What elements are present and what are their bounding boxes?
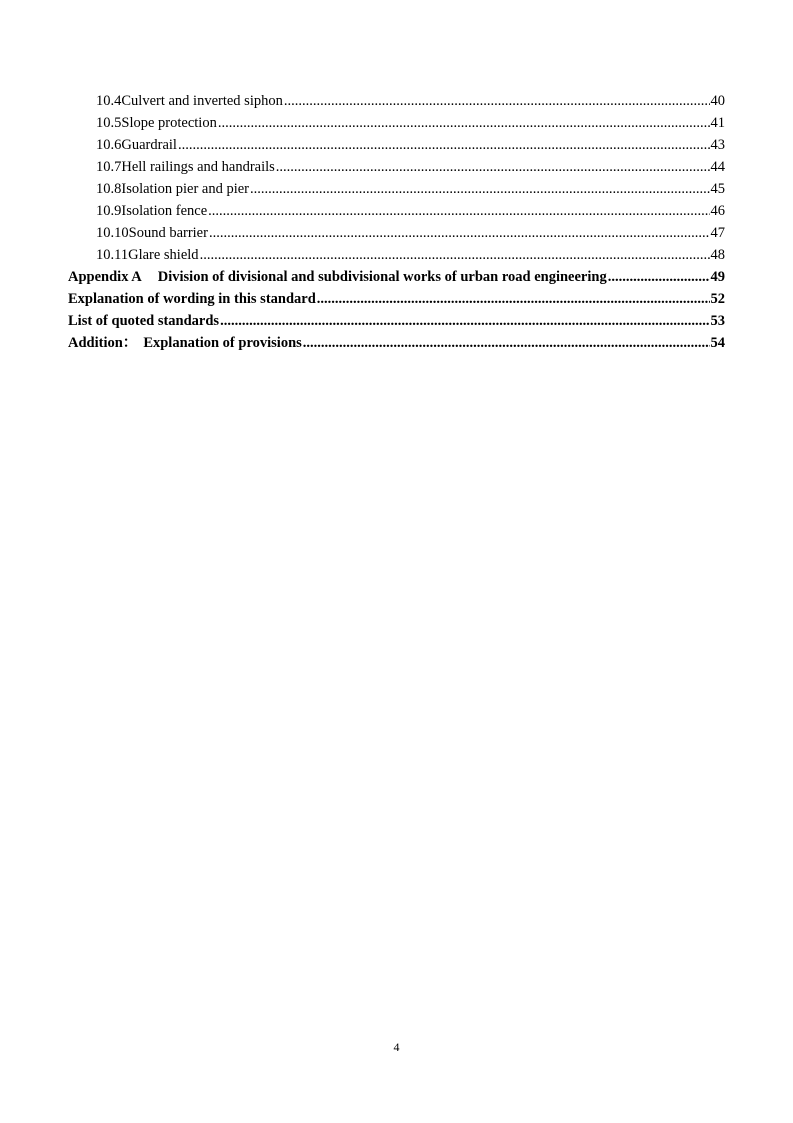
- toc-entry-page: 45: [710, 181, 725, 197]
- toc-dot-leader: [284, 90, 710, 112]
- toc-entry-number: Addition：: [68, 335, 138, 351]
- toc-entry-10-7[interactable]: [0, 156, 793, 178]
- toc-entry-10-9[interactable]: [0, 200, 793, 222]
- toc-dot-leader: [220, 310, 709, 332]
- toc-entry-title: Isolation pier and pier: [121, 181, 250, 197]
- toc-entry-number: 10.8: [96, 181, 122, 197]
- toc-entry-10-11[interactable]: [0, 244, 793, 266]
- toc-entry-page: 53: [710, 313, 725, 329]
- toc-entry-10-8[interactable]: [0, 178, 793, 200]
- toc-entry-title: Hell railings and handrails: [121, 159, 275, 175]
- toc-entry-page: 46: [710, 203, 725, 219]
- toc-entry-title: Slope protection: [121, 115, 217, 131]
- toc-entry-number: 10.4: [96, 93, 122, 109]
- toc-entry-number: 10.7: [96, 159, 122, 175]
- toc-entry-10-4[interactable]: [0, 90, 793, 112]
- toc-entry-page: 43: [710, 137, 725, 153]
- toc-entry-page: 44: [710, 159, 725, 175]
- toc-entry-title: Explanation of wording in this standard: [68, 291, 316, 307]
- toc-dot-leader: [317, 288, 710, 310]
- toc-entry-10-10[interactable]: [0, 222, 793, 244]
- toc-entry-title: Sound barrier: [128, 225, 208, 241]
- toc-entry-appendix-a[interactable]: [0, 266, 793, 288]
- toc-dot-leader: [200, 244, 710, 266]
- toc-entry-title: Isolation fence: [121, 203, 208, 219]
- toc-dot-leader: [209, 222, 710, 244]
- toc-entry-page: 48: [710, 247, 725, 263]
- toc-entry-page: 40: [710, 93, 725, 109]
- page-number: 4: [393, 1040, 400, 1054]
- toc-dot-leader: [303, 332, 710, 354]
- toc-dot-leader: [250, 178, 709, 200]
- toc-dot-leader: [608, 266, 710, 288]
- toc-dot-leader: [276, 156, 710, 178]
- toc-entry-page: 52: [710, 291, 725, 307]
- toc-dot-leader: [178, 134, 710, 156]
- toc-entry-title: Guardrail: [121, 137, 177, 153]
- toc-entry-page: 54: [710, 335, 725, 351]
- toc-entry-page: 49: [710, 269, 725, 285]
- toc-entry-quoted-standards[interactable]: [0, 310, 793, 332]
- toc-entry-title: List of quoted standards: [68, 313, 220, 329]
- toc-dot-leader: [218, 112, 710, 134]
- toc-entry-page: 47: [710, 225, 725, 241]
- toc-entry-page: 41: [710, 115, 725, 131]
- toc-entry-number: 10.5: [96, 115, 122, 131]
- toc-entry-title: Division of divisional and subdivisional works of urban road engineering: [157, 269, 607, 285]
- toc-entry-title: Glare shield: [128, 247, 199, 263]
- toc-entry-number: 10.9: [96, 203, 122, 219]
- toc-entry-number: 10.6: [96, 137, 122, 153]
- toc-entry-10-5[interactable]: [0, 112, 793, 134]
- toc-entry-title: Culvert and inverted siphon: [121, 93, 283, 109]
- toc-entry-explanation-of-provisions[interactable]: [0, 332, 793, 354]
- toc-dot-leader: [208, 200, 709, 222]
- toc-entry-number: 10.11: [96, 247, 129, 263]
- toc-entry-explanation-of-wording[interactable]: [0, 288, 793, 310]
- toc-entry-number: 10.10: [96, 225, 129, 241]
- toc-entry-10-6[interactable]: [0, 134, 793, 156]
- toc-entry-number: Appendix A: [68, 269, 142, 285]
- toc-entry-title: Explanation of provisions: [143, 335, 302, 351]
- table-of-contents: [0, 90, 793, 354]
